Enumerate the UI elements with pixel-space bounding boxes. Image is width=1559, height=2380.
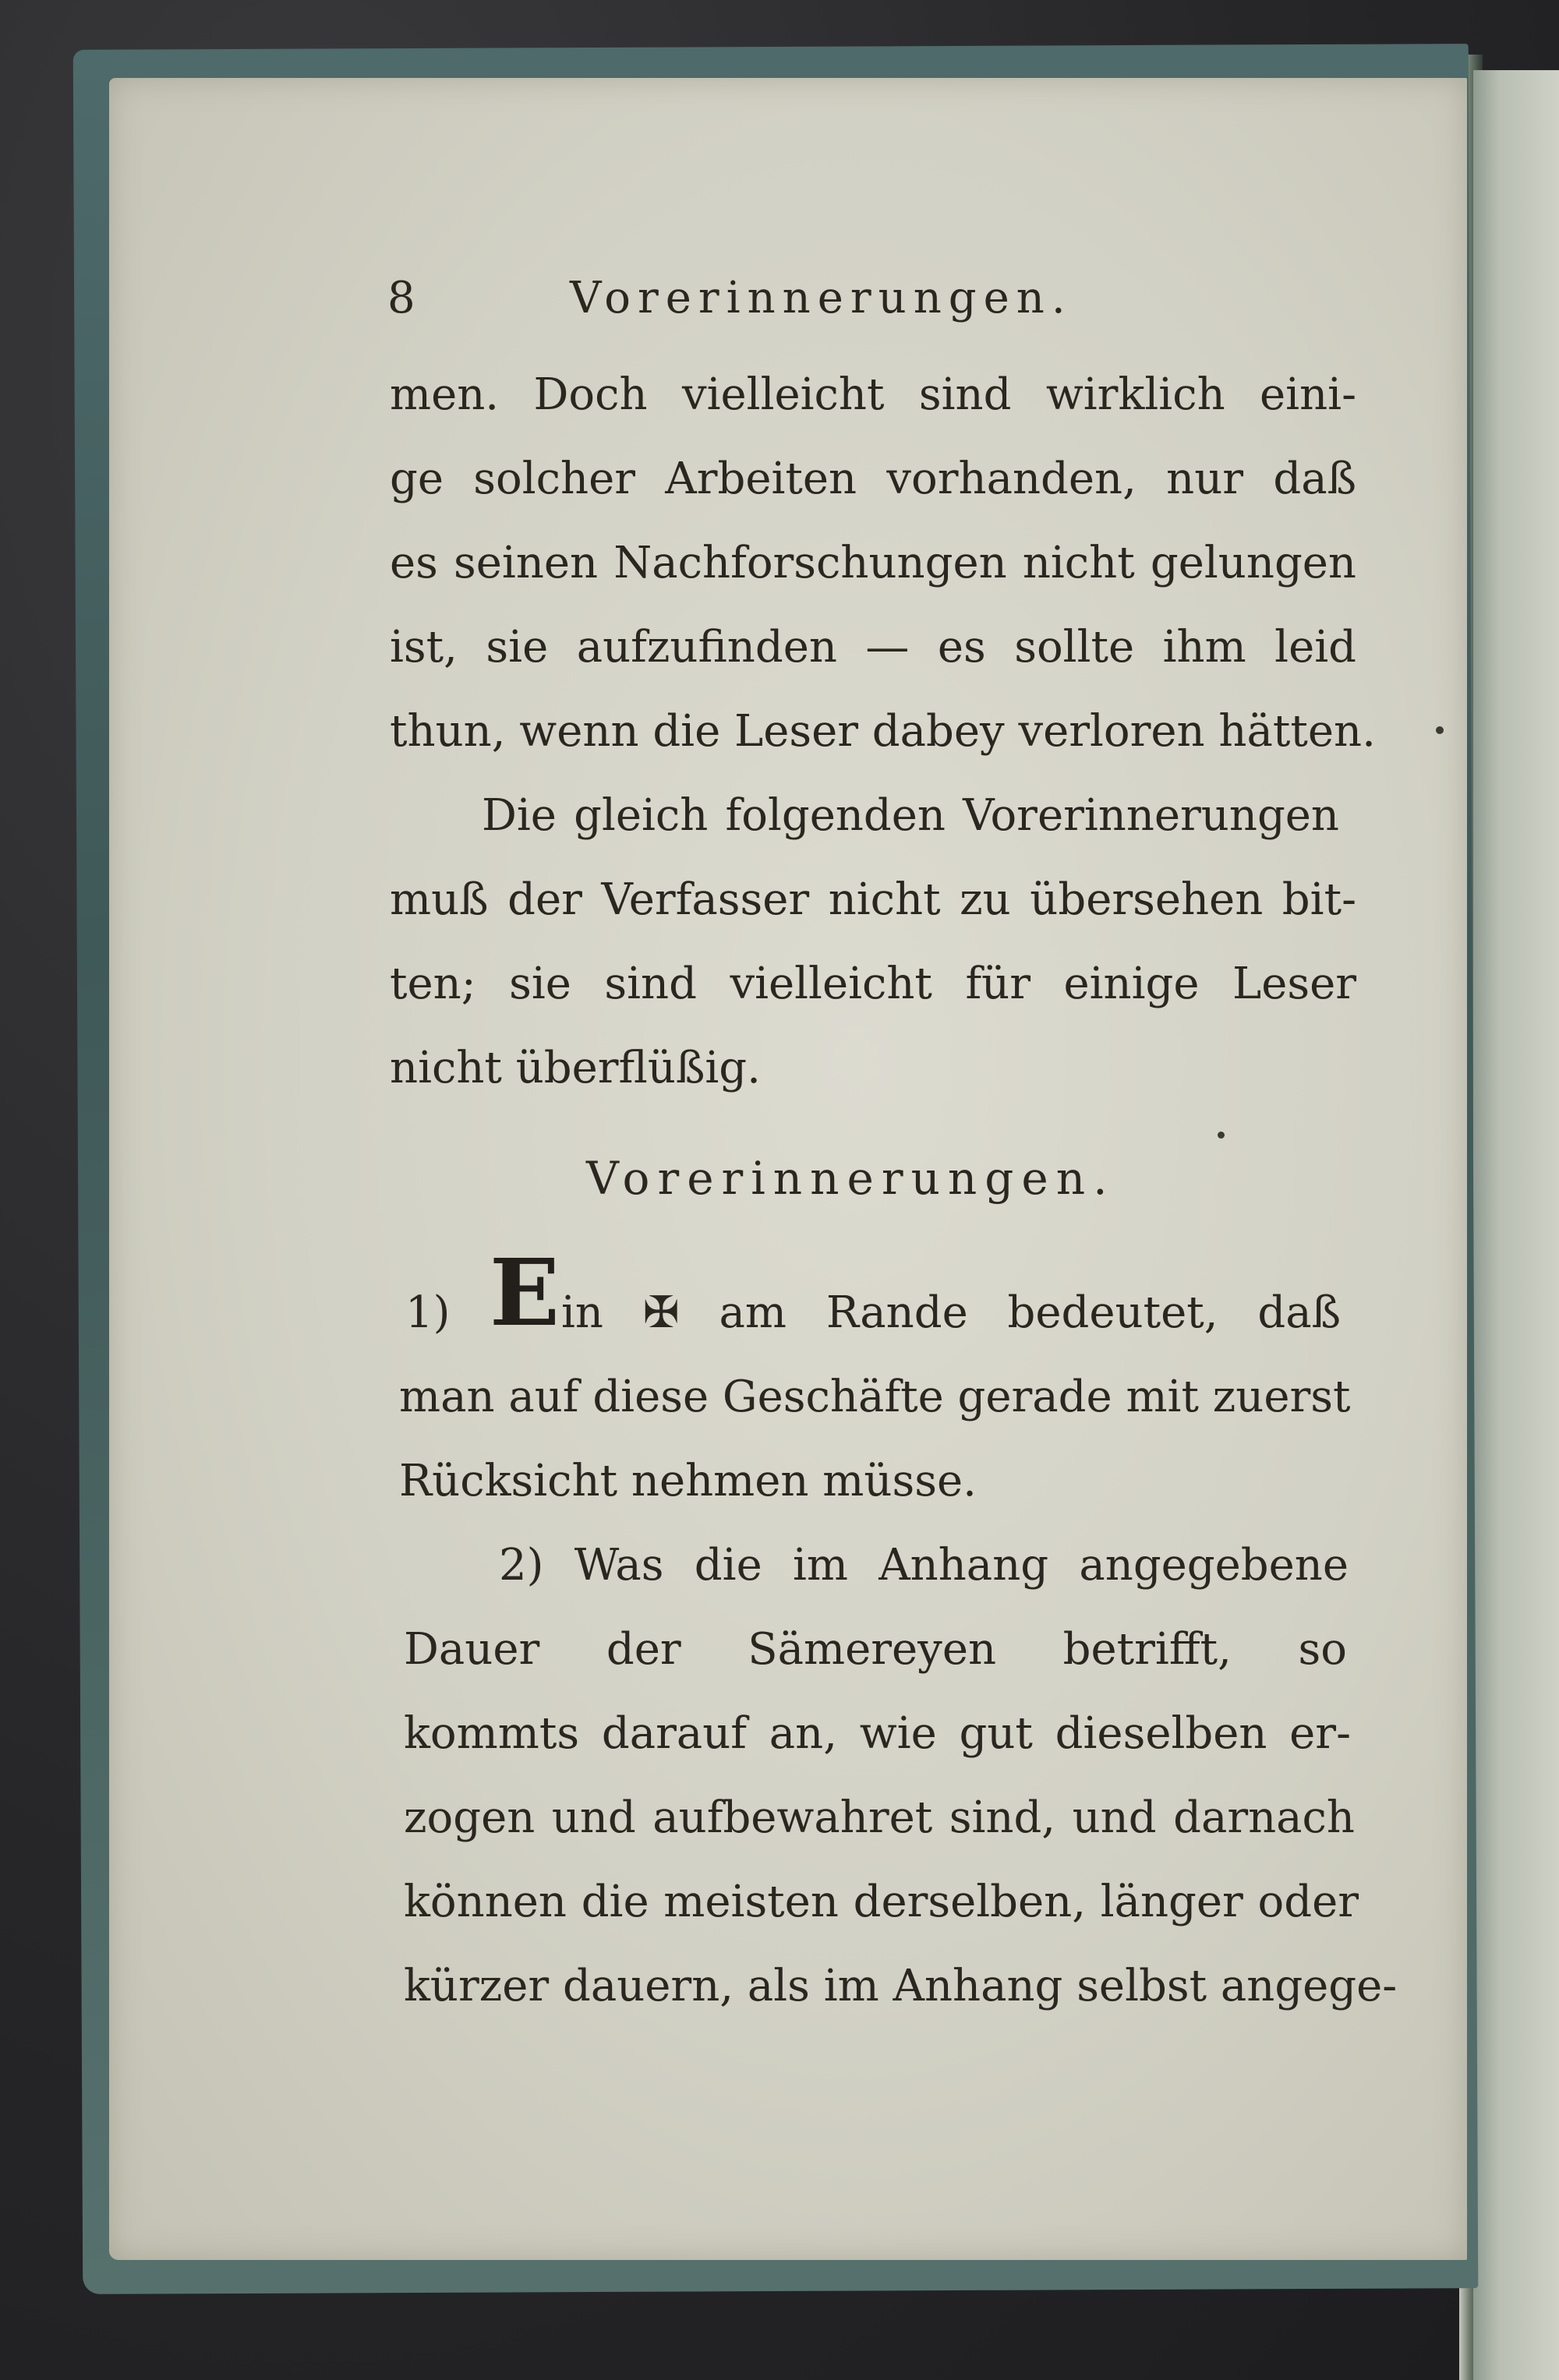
text-line: ten; sie sind vielleicht für einige Leser xyxy=(390,959,1356,1009)
running-head: Vorerinnerungen. xyxy=(570,273,1073,323)
text-line: men. Doch vielleicht sind wirklich eini- xyxy=(390,369,1356,420)
text-line: Rücksicht nehmen müsse. xyxy=(399,1456,977,1506)
text-line: nicht überflüßig. xyxy=(390,1043,761,1093)
text-line: Dauer der Sämereyen betrifft, so xyxy=(404,1624,1347,1675)
text-line: können die meisten derselben, länger oder xyxy=(404,1877,1359,1927)
text-line: Die gleich folgenden Vorerinnerungen xyxy=(482,790,1339,841)
text-line: kommts darauf an, wie gut dieselben er- xyxy=(404,1708,1351,1759)
text-line: kürzer dauern, als im Anhang selbst angege- xyxy=(404,1961,1398,2011)
drop-cap: E xyxy=(490,1238,560,1347)
text-line: thun, wenn die Leser dabey verloren hätten. xyxy=(390,706,1376,757)
facing-page-edge xyxy=(1473,70,1559,2380)
page-header xyxy=(387,273,1354,343)
item-number: 1) xyxy=(405,1287,451,1338)
text-line: 2) Was die im Anhang angegebene xyxy=(499,1540,1349,1591)
text-line: zogen und aufbewahret sind, und darnach xyxy=(404,1792,1355,1843)
section-title: Vorerinnerungen. xyxy=(586,1152,1115,1205)
page-number: 8 xyxy=(387,273,415,323)
text-line: man auf diese Geschäfte gerade mit zuerst xyxy=(399,1372,1351,1422)
text-line: ge solcher Arbeiten vorhanden, nur daß xyxy=(390,454,1356,504)
paper-speck xyxy=(1218,1132,1225,1139)
text-line: es seinen Nachforschungen nicht gelungen xyxy=(390,538,1356,588)
text-line: muß der Verfasser nicht zu übersehen bit- xyxy=(390,874,1356,925)
text-line: in ✠ am Rande bedeutet, daß xyxy=(561,1287,1341,1338)
paper-speck xyxy=(1436,726,1444,734)
text-line: ist, sie aufzufinden — es sollte ihm leid xyxy=(390,622,1356,673)
